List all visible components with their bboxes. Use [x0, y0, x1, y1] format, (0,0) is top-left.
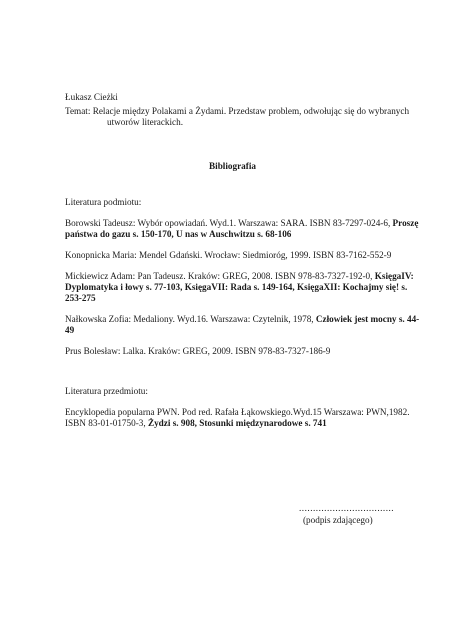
author-name: Łukasz Cieżki — [65, 92, 118, 102]
topic-line1: Relacje między Polakami a Żydami. Przedstaw problem, odwołując się do wybranych — [92, 106, 410, 116]
entry-bold-text: Żydzi s. 908, Stosunki międzynarodowe s. 741 — [147, 418, 327, 428]
bibliography-entry — [65, 271, 420, 304]
signature-line: .................................. — [299, 503, 395, 513]
topic — [65, 106, 425, 128]
section-label-literatura-podmiotu: Literatura podmiotu: — [65, 197, 142, 207]
topic-label: Temat: — [65, 106, 91, 116]
bibliography-entry — [65, 314, 420, 336]
entry-text: Nałkowska Zofia: Medaliony. Wyd.16. Warszawa: Czytelnik, 1978, — [65, 314, 314, 324]
entry-text: Prus Bolesław: Lalka. Kraków: GREG, 2009. ISBN 978-83-7327-186-9 — [65, 346, 331, 356]
bibliography-entry — [65, 218, 420, 240]
topic-line2: utworów literackich. — [107, 117, 184, 127]
signature-label: (podpis zdającego) — [303, 515, 373, 525]
section-label-literatura-przedmiotu: Literatura przedmiotu: — [65, 386, 148, 396]
bibliography-entry — [65, 250, 420, 261]
entry-bold-text: KsięgaIV: Dyplomatyka i łowy s. 77-103, KsięgaVII: Rada s. 149-164, KsięgaXII: Kochajmy się! s. 253-275 — [65, 271, 414, 303]
entry-text: Encyklopedia popularna PWN. Pod red. Rafała Łąkowskiego.Wyd.15 Warszawa: PWN,1982. ISBN 83-01-01750-3, — [65, 407, 410, 428]
entry-text: Borowski Tadeusz: Wybór opowiadań. Wyd.1. Warszawa: SARA. ISBN 83-7297-024-6, — [65, 218, 391, 228]
bibliography-entry — [65, 346, 420, 357]
entry-bold-text: Człowiek jest mocny s. 44-49 — [65, 314, 420, 335]
entry-text: Mickiewicz Adam: Pan Tadeusz. Kraków: GREG, 2008. ISBN 978-83-7327-192-0, — [65, 271, 373, 281]
entry-text: Konopnicka Maria: Mendel Gdański. Wrocław: Siedmioróg, 1999. ISBN 83-7162-552-9 — [65, 250, 392, 260]
page-title: Bibliografia — [209, 161, 256, 171]
bibliography-entry — [65, 407, 420, 429]
entry-bold-text: Proszę państwa do gazu s. 150-170, U nas w Auschwitzu s. 68-106 — [65, 218, 419, 239]
